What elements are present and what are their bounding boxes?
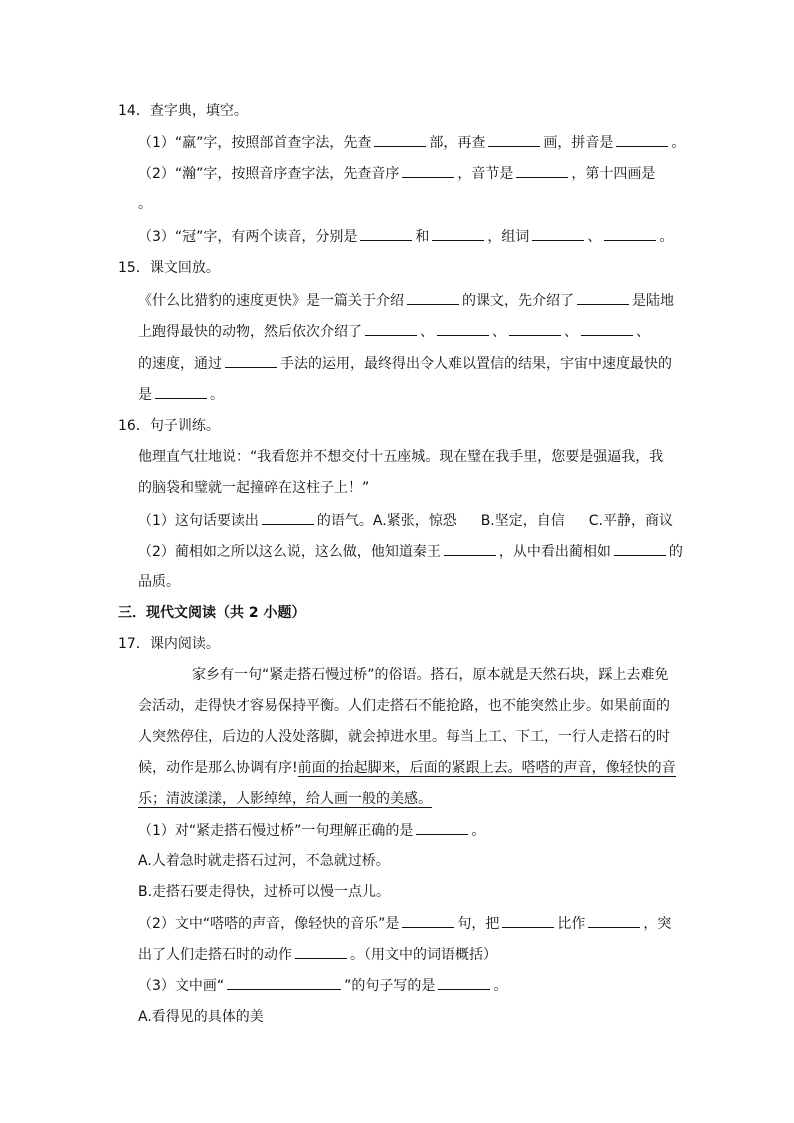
answer-blank[interactable] — [402, 163, 454, 178]
q16-quote-line2: 的脑袋和璧就一起撞碎在这柱子上！” — [138, 480, 370, 496]
q15-line4: 是 。 — [0, 384, 794, 404]
q17-passage-line4: 候，动作是那么协调有序!前面的抬起脚来，后面的紧跟上去。嗒嗒的声音，像轻快的音 — [138, 760, 676, 776]
q16-part1: （1）这句话要读出 的语气。A.紧张，惊恐 B.坚定，自信 C.平静，商议 — [0, 510, 794, 530]
q16-part2: （2）蔺相如之所以这么说，这么做，他知道秦王 ，从中看出蔺相如 的 — [0, 541, 794, 561]
q14-part2-end: 。 — [138, 196, 152, 212]
q17-passage-line3: 人突然停住，后边的人没处落脚，就会掉进水里。每当上工、下工，一行人走搭石的时 — [138, 729, 670, 745]
answer-blank[interactable] — [616, 132, 668, 147]
answer-blank[interactable] — [509, 321, 561, 336]
q17-sub2: （2）文中“嗒嗒的声音，像轻快的音乐”是 句，把 比作 ，突 — [0, 913, 794, 933]
answer-blank[interactable] — [437, 321, 489, 336]
answer-blank[interactable] — [577, 290, 629, 305]
answer-blank[interactable] — [416, 820, 468, 835]
answer-blank[interactable] — [516, 163, 568, 178]
answer-blank[interactable] — [532, 226, 584, 241]
answer-blank[interactable] — [407, 290, 459, 305]
q16-quote-line1: 他理直气壮地说：“我看您并不想交付十五座城。现在璧在我手里，您要是强逼我，我 — [138, 449, 664, 465]
underline-sample — [227, 975, 341, 990]
q17-sub1-option-b: B.走搭石要走得快，过桥可以慢一点儿。 — [138, 884, 391, 900]
answer-blank[interactable] — [438, 975, 490, 990]
answer-blank[interactable] — [402, 913, 454, 928]
answer-blank[interactable] — [365, 321, 417, 336]
answer-blank[interactable] — [374, 132, 426, 147]
q15-line1: 《什么比猎豹的速度更快》是一篇关于介绍 的课文，先介绍了 是陆地 — [0, 290, 794, 310]
q14-title: 14．查字典，填空。 — [118, 103, 248, 119]
answer-blank[interactable] — [488, 132, 540, 147]
answer-blank[interactable] — [581, 321, 633, 336]
q17-title: 17．课内阅读。 — [118, 636, 220, 652]
answer-blank[interactable] — [295, 944, 347, 959]
answer-blank[interactable] — [588, 913, 640, 928]
q15-line2: 上跑得最快的动物，然后依次介绍了 、 、 、 、 — [0, 321, 794, 341]
q17-passage-line2: 会活动，走得快才容易保持平衡。人们走搭石不能抢路，也不能突然止步。如果前面的 — [138, 698, 670, 714]
answer-blank[interactable] — [614, 541, 666, 556]
q17-sub3: （3）文中画“ ”的句子写的是 。 — [0, 975, 794, 995]
q15-title: 15．课文回放。 — [118, 260, 220, 276]
q17-sub1-option-a: A.人着急时就走搭石过河，不急就过桥。 — [138, 853, 390, 869]
q15-line3: 的速度，通过 手法的运用，最终得出令人难以置信的结果，宇宙中速度最快的 — [0, 353, 794, 373]
q17-passage-line5: 乐；清波漾漾，人影绰绰，给人画一般的美感。 — [138, 791, 432, 807]
section-3-heading: 三．现代文阅读（共 2 小题） — [118, 605, 306, 621]
answer-blank[interactable] — [604, 226, 656, 241]
answer-blank[interactable] — [502, 913, 554, 928]
answer-blank[interactable] — [225, 353, 277, 368]
q14-part2: （2）“瀚”字，按照音序查字法，先查音序 ，音节是 ，第十四画是 — [0, 163, 794, 183]
q17-sub2-cont: 出了人们走搭石时的动作 。（用文中的词语概括） — [0, 944, 794, 964]
answer-blank[interactable] — [432, 226, 484, 241]
q14-part1: （1）“羸”字，按照部首查字法，先查 部，再查 画，拼音是 。 — [0, 132, 794, 152]
q17-passage-line1: 家乡有一句“紧走搭石慢过桥”的俗语。搭石，原本就是天然石块，踩上去难免 — [192, 667, 669, 683]
answer-blank[interactable] — [444, 541, 496, 556]
q14-part3: （3）“冠”字，有两个读音，分别是 和 ，组词 、 。 — [0, 226, 794, 246]
q16-part2-end: 品质。 — [138, 574, 180, 590]
answer-blank[interactable] — [360, 226, 412, 241]
q16-title: 16．句子训练。 — [118, 418, 220, 434]
answer-blank[interactable] — [262, 510, 314, 525]
q17-sub3-option-a: A.看得见的具体的美 — [138, 1009, 264, 1025]
answer-blank[interactable] — [155, 384, 207, 399]
q17-sub1: （1）对“紧走搭石慢过桥”一句理解正确的是 。 — [0, 820, 794, 840]
